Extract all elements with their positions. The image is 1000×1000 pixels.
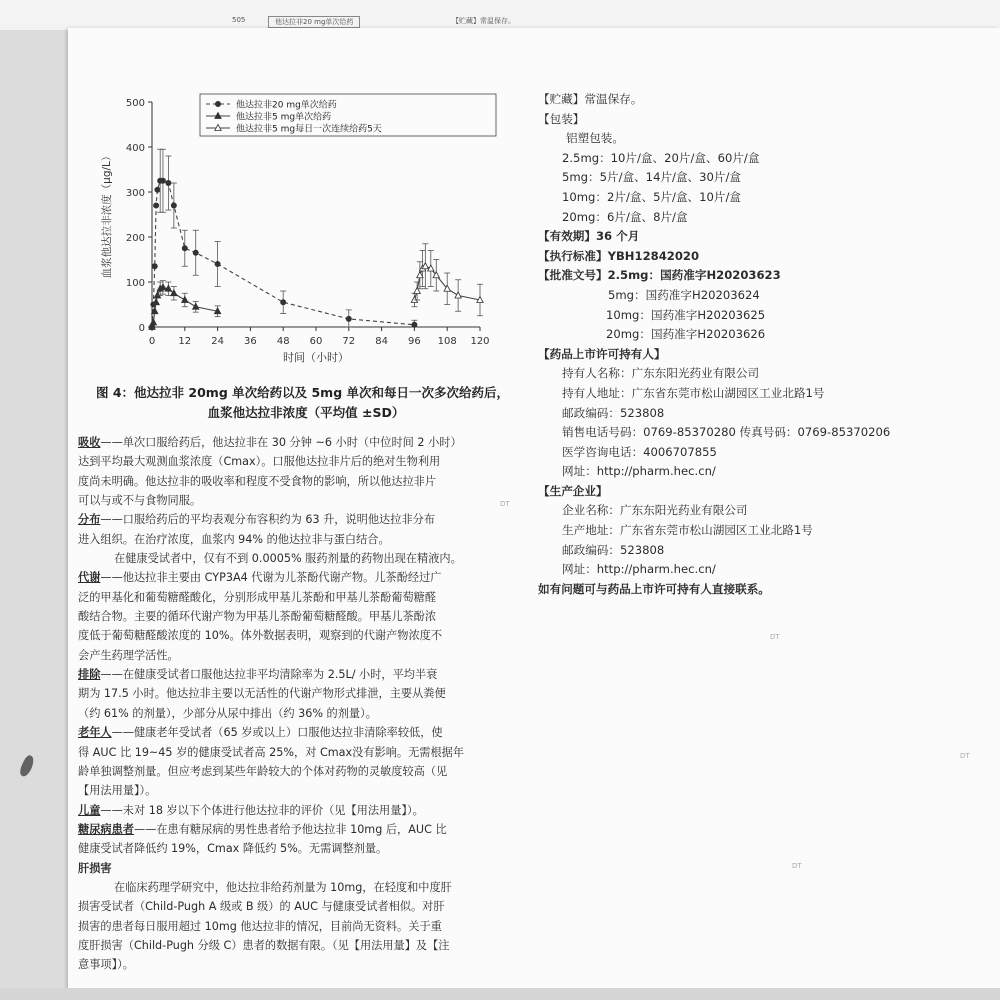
x-tick-label: 48 xyxy=(276,336,290,347)
data-point xyxy=(411,297,417,303)
watermark: DT xyxy=(770,633,780,641)
info-row: 【批准文号】2.5mg：国药准字H20203623 xyxy=(538,268,781,283)
info-row: 5mg：国药准字H20203624 xyxy=(608,287,760,302)
data-point xyxy=(182,246,187,251)
strip-running-text: 他达拉非20 mg单次给药 xyxy=(268,16,360,28)
body-text-span: 度尚未明确。他达拉非的吸收率和程度不受食物的影响，所以他达拉非片 xyxy=(78,474,437,488)
info-row: 邮政编码：523808 xyxy=(562,405,665,420)
x-tick-label: 108 xyxy=(437,336,457,347)
body-text-span: 【用法用量】）。 xyxy=(78,784,157,798)
body-text-span: 酸结合物。主要的循环代谢产物为甲基儿茶酚葡萄糖醛酸。甲基儿茶酚浓 xyxy=(78,610,437,624)
body-line xyxy=(78,491,498,510)
strip-right-text: 【贮藏】常温保存。 xyxy=(452,17,515,25)
data-point xyxy=(412,322,417,327)
y-tick-label: 500 xyxy=(125,98,145,109)
body-line xyxy=(78,723,498,742)
info-row: 生产地址：广东省东莞市松山湖园区工业北路1号 xyxy=(562,523,813,538)
body-line xyxy=(78,820,498,839)
body-text-span: 进入组织。在治疗浓度，血浆内 94% 的他达拉非与蛋白结合。 xyxy=(78,532,390,546)
data-point xyxy=(155,187,160,192)
section-term: 排除 xyxy=(78,668,101,682)
body-line xyxy=(78,510,498,529)
x-tick-label: 36 xyxy=(244,336,257,347)
info-row: 20mg：6片/盒、8片/盒 xyxy=(562,209,688,224)
info-row: 20mg：国药准字H20203626 xyxy=(606,327,766,342)
info-row: 【包装】 xyxy=(538,111,585,126)
figure-caption xyxy=(96,383,516,423)
body-line xyxy=(78,588,498,607)
section-term: 代谢 xyxy=(78,571,101,585)
data-point xyxy=(150,319,156,325)
watermark: DT xyxy=(500,500,510,508)
info-row: 持有人名称：广东东阳光药业有限公司 xyxy=(562,366,760,381)
body-text-span: 在健康受试者中，仅有不到 0.0005% 服药剂量的药物出现在精液内。 xyxy=(114,552,462,566)
body-text-span: 损害的患者每日服用超过 10mg 他达拉非的情况，目前尚无资料。关于重 xyxy=(78,919,442,933)
data-point xyxy=(154,203,159,208)
x-axis-label: 时间（小时） xyxy=(283,351,349,364)
legend-entry: 他达拉非5 mg每日一次连续给药5天 xyxy=(236,124,382,135)
body-line xyxy=(78,743,498,762)
info-row: 【有效期】36 个月 xyxy=(538,229,640,244)
info-row: 铝塑包装。 xyxy=(566,131,624,146)
strip-page-number: 505 xyxy=(232,16,246,24)
body-line xyxy=(78,665,498,684)
concentration-time-chart xyxy=(90,90,510,375)
y-tick-label: 100 xyxy=(125,278,145,289)
body-text-span: ——在健康受试者口服他达拉非平均清除率为 2.5L/ 小时，平均半衰 xyxy=(100,668,438,682)
info-row: 【生产企业】 xyxy=(538,483,608,498)
watermark: DT xyxy=(792,862,802,870)
data-point xyxy=(215,261,220,266)
body-text-span: 肝损害 xyxy=(78,861,112,875)
data-point xyxy=(193,303,199,309)
info-row: 2.5mg：10片/盒、20片/盒、60片/盒 xyxy=(562,150,760,165)
info-row: 10mg：国药准字H20203625 xyxy=(606,307,766,322)
info-row: 如有问题可与药品上市许可持有人直接联系。 xyxy=(538,581,770,596)
caption-line-2: 血浆他达拉非浓度（平均值 ±SD） xyxy=(207,405,405,420)
data-point xyxy=(193,250,198,255)
body-text-span: 期为 17.5 小时。他达拉非主要以无活性的代谢产物形式排泄，主要从粪便 xyxy=(78,687,446,701)
body-line xyxy=(78,626,498,645)
info-row: 邮政编码：523808 xyxy=(562,542,665,557)
body-line xyxy=(78,917,498,936)
body-line xyxy=(78,762,498,781)
info-row: 持有人地址：广东省东莞市松山湖园区工业北路1号 xyxy=(562,385,825,400)
body-text-span: ——口服给药后的平均表观分布容积约为 63 升，说明他达拉非分布 xyxy=(100,513,435,527)
body-text-span: ——健康老年受试者（65 岁或以上）口服他达拉非清除率较低，使 xyxy=(111,726,443,740)
storage-package-info xyxy=(538,90,978,599)
data-point xyxy=(417,272,423,278)
body-line xyxy=(78,433,498,452)
section-term: 儿童 xyxy=(78,803,101,817)
body-text-span: 可以与或不与食物同服。 xyxy=(78,494,202,508)
caption-line-1: 图 4：他达拉非 20mg 单次给药以及 5mg 单次和每日一次多次给药后， xyxy=(96,385,509,400)
body-text-span: 会产生药理学活性。 xyxy=(78,648,179,662)
body-line xyxy=(78,936,498,955)
legend-entry: 他达拉非20 mg单次给药 xyxy=(236,100,337,111)
info-row: 10mg：2片/盒、5片/盒、10片/盒 xyxy=(562,189,741,204)
x-tick-label: 60 xyxy=(309,336,323,347)
body-text-span: 损害受试者（Child-Pugh A 级或 B 级）的 AUC 与健康受试者相似。对肝 xyxy=(78,900,445,914)
body-line xyxy=(78,684,498,703)
y-axis-label: 血浆他达拉非浓度（μg/L） xyxy=(101,150,113,279)
section-term: 吸收 xyxy=(78,436,101,449)
section-term: 老年人 xyxy=(78,726,112,740)
data-point xyxy=(154,292,160,298)
x-tick-label: 12 xyxy=(178,336,192,347)
section-term: 分布 xyxy=(78,513,101,527)
data-point xyxy=(166,180,171,185)
previous-page-strip xyxy=(0,0,1000,30)
body-text-span: 在临床药理学研究中，他达拉非给药剂量为 10mg，在轻度和中度肝 xyxy=(114,880,452,894)
body-line xyxy=(78,568,498,587)
y-tick-label: 0 xyxy=(138,323,145,334)
body-line xyxy=(78,472,498,491)
data-point xyxy=(171,203,176,208)
body-text-span: 健康受试者降低约 19%，Cmax 降低约 5%。无需调整剂量。 xyxy=(78,842,388,856)
data-point xyxy=(152,264,157,269)
data-point xyxy=(182,297,188,303)
info-row: 企业名称：广东东阳光药业有限公司 xyxy=(562,503,748,518)
info-row: 医学咨询电话：4006707855 xyxy=(562,444,717,459)
body-text-span: ——单次口服给药后，他达拉非在 30 分钟 ~6 小时（中位时间 2 小时） xyxy=(100,436,462,449)
x-tick-label: 96 xyxy=(408,336,421,347)
body-text-span: 泛的甲基化和葡萄糖醛酸化，分别形成甲基儿茶酚和甲基儿茶酚葡萄糖醛 xyxy=(78,590,437,604)
body-line xyxy=(78,452,498,471)
scan-bottom-edge xyxy=(0,988,1000,1000)
body-text-span: 得 AUC 比 19~45 岁的健康受试者高 25%，对 Cmax没有影响。无需根据年 xyxy=(78,745,465,759)
body-text-span: 达到平均最大观测血浆浓度（Cmax）。口服他达拉非片后的绝对生物利用 xyxy=(78,455,441,469)
body-line xyxy=(78,878,498,897)
body-line xyxy=(78,530,498,549)
data-point xyxy=(160,178,165,183)
y-tick-label: 400 xyxy=(125,143,145,154)
y-tick-label: 300 xyxy=(125,188,145,199)
body-line xyxy=(78,549,498,568)
pharmacokinetics-text xyxy=(78,433,498,975)
scan-left-edge xyxy=(0,30,68,1000)
x-tick-label: 0 xyxy=(148,336,156,347)
data-point xyxy=(455,292,461,298)
body-text-span: 度低于葡萄糖醛酸浓度的 10%。体外数据表明，观察到的代谢产物浓度不 xyxy=(78,629,443,643)
body-line xyxy=(78,704,498,723)
watermark: DT xyxy=(960,752,970,760)
info-row: 5mg：5片/盒、14片/盒、30片/盒 xyxy=(562,170,741,185)
data-point xyxy=(346,316,351,321)
body-text-span: （约 61% 的剂量），少部分从尿中排出（约 36% 的剂量）。 xyxy=(78,706,377,720)
x-tick-label: 24 xyxy=(211,336,224,347)
body-text-span: 度肝损害（Child-Pugh 分级 C）患者的数据有限。（见【用法用量】及【注 xyxy=(78,938,450,952)
info-row: 网址：http://pharm.hec.cn/ xyxy=(562,464,716,479)
body-line xyxy=(78,646,498,665)
body-line xyxy=(78,839,498,858)
info-row: 【执行标准】YBH12842020 xyxy=(538,248,700,263)
section-term: 糖尿病患者 xyxy=(78,822,134,836)
data-point xyxy=(281,300,286,305)
x-tick-label: 72 xyxy=(342,336,356,347)
body-line xyxy=(78,801,498,820)
body-text-span: ——他达拉非主要由 CYP3A4 代谢为儿茶酚代谢产物。儿茶酚经过广 xyxy=(100,571,442,585)
body-text-span: 龄单独调整剂量。但应考虑到某些年龄较大的个体对药物的灵敏度较高（见 xyxy=(78,764,448,778)
body-text-span: ——在患有糖尿病的男性患者给予他达拉非 10mg 后，AUC 比 xyxy=(133,822,447,836)
body-line xyxy=(78,859,498,878)
y-tick-label: 200 xyxy=(125,233,145,244)
body-line xyxy=(78,955,498,974)
data-point xyxy=(215,101,220,106)
body-line xyxy=(78,781,498,800)
legend-entry: 他达拉非5 mg单次给药 xyxy=(236,112,332,123)
x-tick-label: 84 xyxy=(375,336,388,347)
body-line xyxy=(78,897,498,916)
info-row: 【药品上市许可持有人】 xyxy=(538,346,666,361)
info-row: 【贮藏】常温保存。 xyxy=(538,92,643,106)
body-text-span: 意事项】）。 xyxy=(78,958,134,972)
info-row: 网址：http://pharm.hec.cn/ xyxy=(562,562,716,577)
info-row: 销售电话号码：0769-85370280 传真号码：0769-85370206 xyxy=(562,425,891,440)
body-text-span: ——未对 18 岁以下个体进行他达拉非的评价（见【用法用量】）。 xyxy=(100,803,424,817)
body-line xyxy=(78,607,498,626)
x-tick-label: 120 xyxy=(470,336,490,347)
